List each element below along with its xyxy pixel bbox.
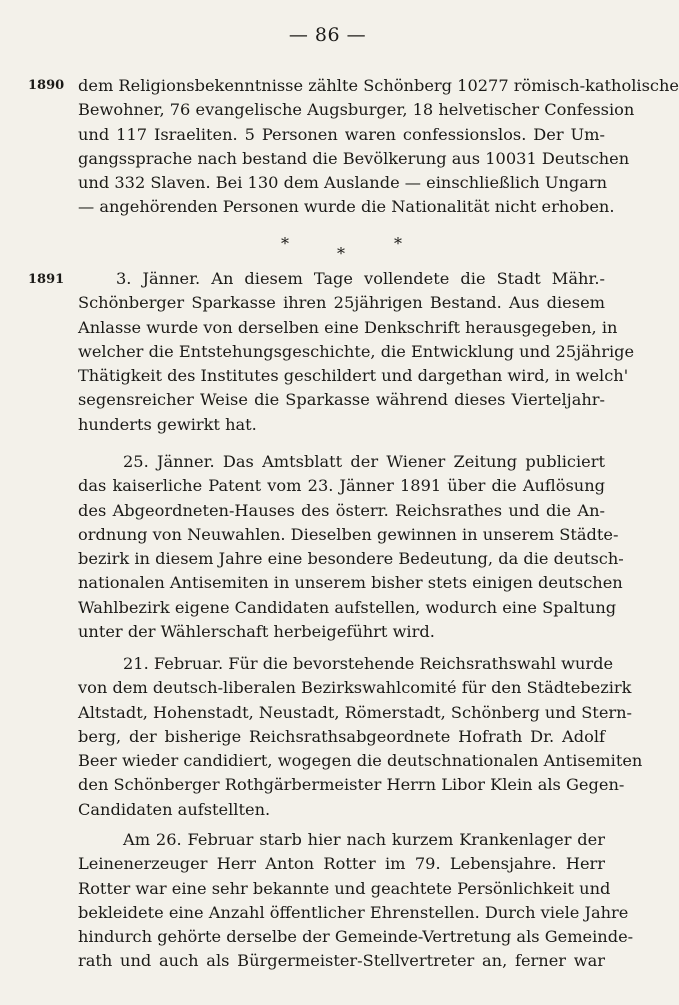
margin-year-1890: 1890	[28, 78, 65, 93]
text-line: Wahlbezirk eigene Candidaten aufstellen, wodurch eine Spaltung	[78, 597, 617, 617]
text-line: 21. Februar. Für die bevorstehende Reichsrathswahl wurde	[123, 654, 614, 673]
text-line: hunderts gewirkt hat.	[78, 414, 257, 434]
text-line: rath und auch als Bürgermeister-Stellvertreter an, ferner war	[78, 951, 605, 971]
text-line: Beer wieder candidiert, wogegen die deutschnationalen Antisemiten	[78, 751, 643, 771]
text-line: Altstadt, Hohenstadt, Neustadt, Römerstadt, Schönberg und Stern-	[78, 702, 633, 722]
text-line: und 117 Israeliten. 5 Personen waren confessionslos. Der Um-	[78, 124, 605, 144]
text-line: den Schönberger Rothgärbermeister Herrn Libor Klein als Gegen-	[78, 775, 625, 795]
text-line: hindurch gehörte derselbe der Gemeinde-Vertretung als Gemeinde-	[78, 927, 634, 947]
text-line: Leinenerzeuger Herr Anton Rotter im 79. Lebensjahre. Herr	[78, 854, 605, 874]
text-line: gangssprache nach bestand die Bevölkerung aus 10031 Deutschen	[78, 148, 630, 168]
text-line: 25. Jänner. Das Amtsblatt der Wiener Zeitung publiciert	[123, 452, 605, 471]
text-line: berg, der bisherige Reichsrathsabgeordnete Hofrath Dr. Adolf	[78, 726, 605, 746]
paragraph-25-januar	[78, 450, 624, 644]
text-line: bezirk in diesem Jahre eine besondere Bedeutung, da die deutsch-	[78, 549, 624, 569]
text-line: nationalen Antisemiten in unserem bisher stets einigen deutschen	[78, 573, 623, 593]
text-line: das kaiserliche Patent vom 23. Jänner 1891 über die Auflösung	[78, 476, 605, 496]
text-line: — angehörenden Personen wurde die Nationalität nicht erhoben.	[78, 197, 615, 217]
text-line: unter der Wählerschaft herbeigeführt wird.	[78, 622, 435, 642]
text-line: Anlasse wurde von derselben eine Denkschrift herausgegeben, in	[78, 317, 618, 337]
separator-star: *	[394, 234, 402, 253]
text-line: Thätigkeit des Institutes geschildert und dargethan wird, in welch'	[78, 366, 629, 386]
text-line: des Abgeordneten-Hauses des österr. Reichsrathes und die An-	[78, 500, 605, 520]
text-line: von dem deutsch-liberalen Bezirkswahlcomité für den Städtebezirk	[78, 678, 632, 698]
text-line: bekleidete eine Anzahl öffentlicher Ehrenstellen. Durch viele Jahre	[78, 902, 629, 922]
paragraph-3-januar	[78, 267, 635, 437]
separator-star: *	[281, 234, 289, 253]
text-line: Schönberger Sparkasse ihren 25jährigen Bestand. Aus diesem	[78, 293, 605, 313]
text-line: welcher die Entstehungsgeschichte, die Entwicklung und 25jährige	[78, 341, 635, 361]
paragraph-21-februar	[78, 652, 643, 822]
margin-year-1891: 1891	[28, 272, 65, 287]
page-number: — 86 —	[288, 24, 367, 46]
text-line: und 332 Slaven. Bei 130 dem Auslande — einschließlich Ungarn	[78, 173, 608, 193]
text-line: Am 26. Februar starb hier nach kurzem Krankenlager der	[123, 830, 605, 849]
text-line: ordnung von Neuwahlen. Dieselben gewinnen in unserem Städte-	[78, 524, 619, 544]
paragraph-26-februar	[78, 828, 634, 974]
section-separator	[0, 234, 655, 264]
text-line: 3. Jänner. An diesem Tage vollendete die Stadt Mähr.-	[116, 269, 605, 288]
separator-star: *	[337, 244, 345, 263]
text-line: Rotter war eine sehr bekannte und geachtete Persönlichkeit und	[78, 878, 611, 898]
text-line: Candidaten aufstellten.	[78, 799, 271, 819]
text-line: dem Religionsbekenntnisse zählte Schönberg 10277 römisch-katholische	[78, 76, 679, 95]
paragraph-1890-census	[78, 74, 679, 220]
text-line: Bewohner, 76 evangelische Augsburger, 18 helvetischer Confession	[78, 100, 635, 120]
text-line: segensreicher Weise die Sparkasse während dieses Vierteljahr-	[78, 390, 605, 410]
